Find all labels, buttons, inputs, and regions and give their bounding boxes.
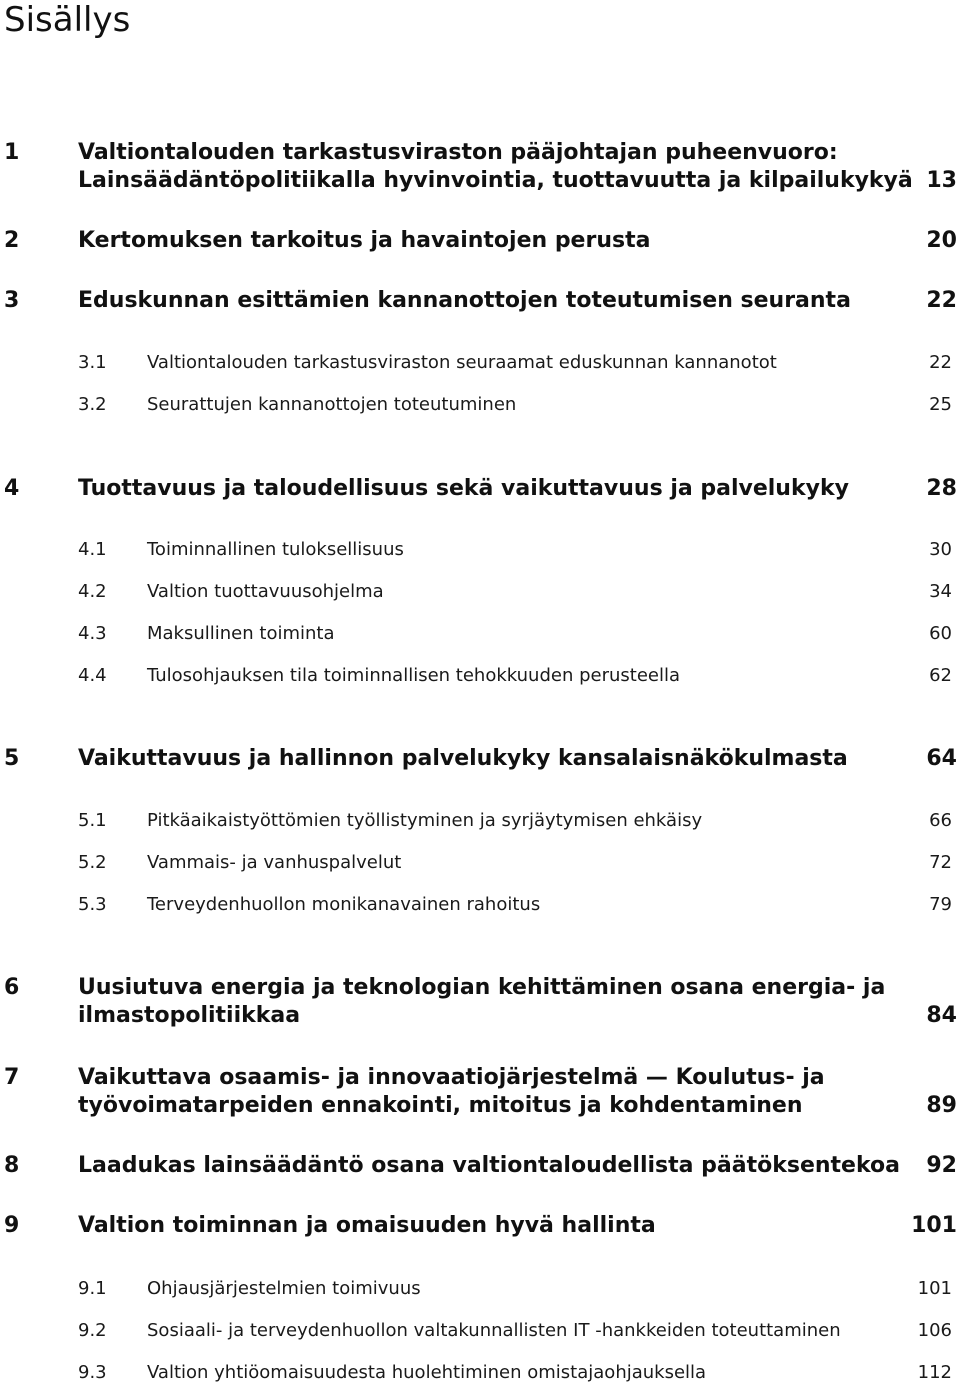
chapter-title: Vaikuttava osaamis- ja innovaatiojärjestelmä — Koulutus- ja — [78, 1065, 825, 1090]
chapter-number: 3 — [4, 288, 20, 313]
chapter-title: Eduskunnan esittämien kannanottojen toteutumisen seuranta — [78, 288, 851, 313]
page-number: 72 — [929, 852, 952, 873]
chapter-title: Vaikuttavuus ja hallinnon palvelukyky kansalaisnäkökulmasta — [78, 746, 848, 771]
section-title: Valtion yhtiöomaisuudesta huolehtiminen omistajaohjauksella — [147, 1362, 707, 1383]
section-number: 4.3 — [78, 623, 107, 644]
page-number: 13 — [926, 168, 957, 193]
page-number: 22 — [929, 352, 952, 373]
page-number: 92 — [926, 1153, 957, 1178]
chapter-number: 6 — [4, 975, 20, 1000]
chapter-number: 4 — [4, 476, 20, 501]
page-number: 101 — [911, 1213, 957, 1238]
chapter-number: 1 — [4, 140, 20, 165]
chapter-number: 9 — [4, 1213, 20, 1238]
page-title: Sisällys — [4, 0, 131, 40]
page-number: 89 — [926, 1093, 957, 1118]
page-number: 25 — [929, 394, 952, 415]
chapter-title: Uusiutuva energia ja teknologian kehittäminen osana energia- ja — [78, 975, 886, 1000]
chapter-title: Valtion toiminnan ja omaisuuden hyvä hallinta — [78, 1213, 656, 1238]
page-number: 22 — [926, 288, 957, 313]
section-title: Maksullinen toiminta — [147, 623, 335, 644]
page-number: 66 — [929, 810, 952, 831]
page-number: 20 — [926, 228, 957, 253]
section-title: Terveydenhuollon monikanavainen rahoitus — [147, 894, 541, 915]
section-title: Toiminnallinen tuloksellisuus — [147, 539, 404, 560]
page-number: 28 — [926, 476, 957, 501]
page-number: 106 — [917, 1320, 952, 1341]
chapter-number: 8 — [4, 1153, 20, 1178]
chapter-title-continued: Lainsäädäntöpolitiikalla hyvinvointia, tuottavuutta ja kilpailukykyä — [78, 168, 913, 193]
section-number: 4.2 — [78, 581, 107, 602]
page-number: 64 — [926, 746, 957, 771]
page-number: 30 — [929, 539, 952, 560]
chapter-title-continued: ilmastopolitiikkaa — [78, 1003, 301, 1028]
chapter-number: 2 — [4, 228, 20, 253]
section-number: 3.2 — [78, 394, 107, 415]
page-number: 84 — [926, 1003, 957, 1028]
page-number: 34 — [929, 581, 952, 602]
section-title: Tulosohjauksen tila toiminnallisen tehokkuuden perusteella — [147, 665, 680, 686]
section-number: 9.2 — [78, 1320, 107, 1341]
page-number: 79 — [929, 894, 952, 915]
chapter-title: Laadukas lainsäädäntö osana valtiontaloudellista päätöksentekoa — [78, 1153, 900, 1178]
page-number: 60 — [929, 623, 952, 644]
section-number: 9.1 — [78, 1278, 107, 1299]
section-title: Ohjausjärjestelmien toimivuus — [147, 1278, 421, 1299]
page-number: 62 — [929, 665, 952, 686]
chapter-title: Kertomuksen tarkoitus ja havaintojen perusta — [78, 228, 651, 253]
chapter-title: Tuottavuus ja taloudellisuus sekä vaikuttavuus ja palvelukyky — [78, 476, 849, 501]
section-number: 9.3 — [78, 1362, 107, 1383]
section-number: 5.3 — [78, 894, 107, 915]
section-number: 3.1 — [78, 352, 107, 373]
section-title: Valtion tuottavuusohjelma — [147, 581, 384, 602]
chapter-title-continued: työvoimatarpeiden ennakointi, mitoitus ja kohdentaminen — [78, 1093, 803, 1118]
section-title: Vammais- ja vanhuspalvelut — [147, 852, 402, 873]
chapter-title: Valtiontalouden tarkastusviraston pääjohtajan puheenvuoro: — [78, 140, 838, 165]
section-title: Sosiaali- ja terveydenhuollon valtakunnallisten IT -hankkeiden toteuttaminen — [147, 1320, 841, 1341]
section-number: 4.4 — [78, 665, 107, 686]
chapter-number: 5 — [4, 746, 20, 771]
page-number: 112 — [917, 1362, 952, 1383]
chapter-number: 7 — [4, 1065, 20, 1090]
section-title: Valtiontalouden tarkastusviraston seuraamat eduskunnan kannanotot — [147, 352, 777, 373]
section-number: 4.1 — [78, 539, 107, 560]
section-title: Seurattujen kannanottojen toteutuminen — [147, 394, 517, 415]
section-title: Pitkäaikaistyöttömien työllistyminen ja syrjäytymisen ehkäisy — [147, 810, 703, 831]
page-number: 101 — [917, 1278, 952, 1299]
section-number: 5.2 — [78, 852, 107, 873]
section-number: 5.1 — [78, 810, 107, 831]
